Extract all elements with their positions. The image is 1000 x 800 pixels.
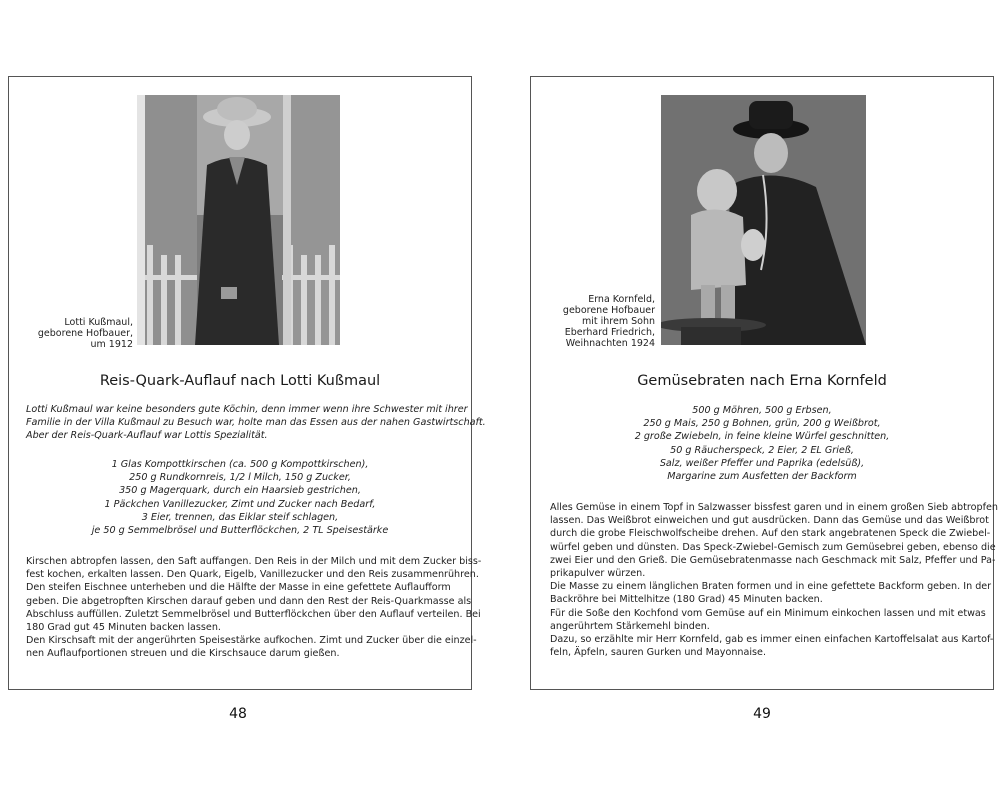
photo-caption <box>541 294 655 349</box>
method-line: 180 Grad gut 45 Minuten backen lassen. <box>26 622 221 634</box>
caption-line: mit ihrem Sohn <box>582 316 655 327</box>
method-line: Alles Gemüse in einem Topf in Salzwasser bissfest garen und in einem großen Sieb abtropfen <box>550 502 998 513</box>
method-line: prikapulver würzen. <box>550 568 646 580</box>
left-page <box>8 76 486 690</box>
ingredient-line: Margarine zum Ausfetten der Backform <box>667 471 857 483</box>
method-line: würfel geben und dünsten. Das Speck-Zwiebel-Gemisch zum Gemüsebrei geben, ebenso die <box>550 541 996 553</box>
ingredient-line: Salz, weißer Pfeffer und Paprika (edelsüß), <box>659 457 865 469</box>
method-line: Kirschen abtropfen lassen, den Saft auffangen. Den Reis in der Milch und mit dem Zucker biss- <box>26 556 482 567</box>
ingredient-line: 1 Päckchen Vanillezucker, Zimt und Zucker nach Bedarf, <box>104 498 376 510</box>
page-number-right: 49 <box>753 706 771 722</box>
recipe-method <box>26 555 482 661</box>
method-line: zwei Eier und den Grieß. Die Gemüsebratenmasse nach Geschmack mit Salz, Pfeffer und Pa- <box>550 554 996 566</box>
ingredient-line: 2 große Zwiebeln, in feine kleine Würfel geschnitten, <box>634 431 890 443</box>
photo-lotti-kussmaul-image <box>137 95 340 345</box>
method-line: angerührtem Stärkemehl binden. <box>550 620 710 632</box>
ingredient-line: 350 g Magerquark, durch ein Haarsieb gestrichen, <box>119 485 361 497</box>
method-line: Backröhre bei Mittelhitze (180 Grad) 45 Minuten backen. <box>550 594 823 606</box>
page-number-left: 48 <box>229 706 247 722</box>
photo-caption <box>21 317 133 350</box>
recipe-method <box>550 501 998 659</box>
method-line: Für die Soße den Kochfond vom Gemüse auf ein Minimum einkochen lassen und mit etwas <box>550 607 986 619</box>
ingredient-line: 1 Glas Kompottkirschen (ca. 500 g Kompottkirschen), <box>111 459 369 470</box>
caption-line: Erna Kornfeld, <box>588 294 655 305</box>
intro-line: Familie in der Villa Kußmaul zu Besuch war, holte man das Essen aus der nahen Gastwirtschaft. <box>26 417 486 429</box>
caption-line: Eberhard Friedrich, <box>564 327 655 338</box>
caption-line: Weihnachten 1924 <box>565 338 655 349</box>
ingredient-line: 250 g Rundkornreis, 1/2 l Milch, 150 g Zucker, <box>129 472 351 484</box>
ingredient-line: 50 g Räucherspeck, 2 Eier, 2 EL Grieß, <box>670 444 854 456</box>
ingredient-line: 3 Eier, trennen, das Eiklar steif schlagen, <box>141 511 339 523</box>
right-page <box>530 76 998 690</box>
ingredients-list <box>9 458 471 537</box>
method-line: fest kochen, erkalten lassen. Den Quark, Eigelb, Vanillezucker und den Reis zusammenrühren. <box>26 569 479 581</box>
caption-line: geborene Hofbauer <box>562 305 655 316</box>
ingredient-line: 250 g Mais, 250 g Bohnen, grün, 200 g Weißbrot, <box>643 418 881 430</box>
recipe-title: Reis-Quark-Auflauf nach Lotti Kußmaul <box>99 373 381 389</box>
caption-line: Lotti Kußmaul, <box>64 317 133 328</box>
method-line: Den Kirschsaft mit der angerührten Speisestärke aufkochen. Zimt und Zucker über die einzel- <box>26 635 477 647</box>
recipe-intro <box>26 403 486 443</box>
intro-line: Lotti Kußmaul war keine besonders gute Köchin, denn immer wenn ihre Schwester mit ihrer <box>26 404 468 415</box>
method-line: feln, Äpfeln, sauren Gurken und Mayonnaise. <box>550 647 766 659</box>
method-line: durch die grobe Fleischwolfscheibe drehen. Auf den stark angebratenen Speck die Zwiebel- <box>550 528 991 540</box>
intro-line: Aber der Reis-Quark-Auflauf war Lottis Spezialität. <box>26 430 268 442</box>
ingredients-list <box>531 404 993 483</box>
ingredient-line: je 50 g Semmelbrösel und Butterflöckchen, 2 TL Speisestärke <box>91 525 389 537</box>
photo-erna-kornfeld <box>661 95 866 345</box>
method-line: Die Masse zu einem länglichen Braten formen und in eine gefettete Backform geben. In der <box>550 581 992 593</box>
method-line: Abschluss auffüllen. Zuletzt Semmelbrösel und Butterflöckchen über den Auflauf verteilen. Bei <box>26 608 481 620</box>
method-line: Den steifen Eischnee unterheben und die Hälfte der Masse in eine gefettete Auflaufform <box>26 582 451 594</box>
caption-line: um 1912 <box>90 339 133 350</box>
photo-erna-kornfeld-image <box>661 95 866 345</box>
method-line: geben. Die abgetropften Kirschen darauf geben und dann den Rest der Reis-Quarkmasse als <box>26 595 472 607</box>
method-line: nen Auflaufportionen streuen und die Kirschsauce darum gießen. <box>26 648 340 660</box>
photo-lotti-kussmaul <box>137 95 340 345</box>
recipe-title: Gemüsebraten nach Erna Kornfeld <box>637 373 887 389</box>
caption-line: geborene Hofbauer, <box>37 328 133 339</box>
method-line: Dazu, so erzählte mir Herr Kornfeld, gab es immer einen einfachen Kartoffelsalat aus Kartof- <box>550 634 994 646</box>
ingredient-line: 500 g Möhren, 500 g Erbsen, <box>692 405 832 416</box>
method-line: lassen. Das Weißbrot einweichen und gut ausdrücken. Dann das Gemüse und das Weißbrot <box>550 515 989 527</box>
